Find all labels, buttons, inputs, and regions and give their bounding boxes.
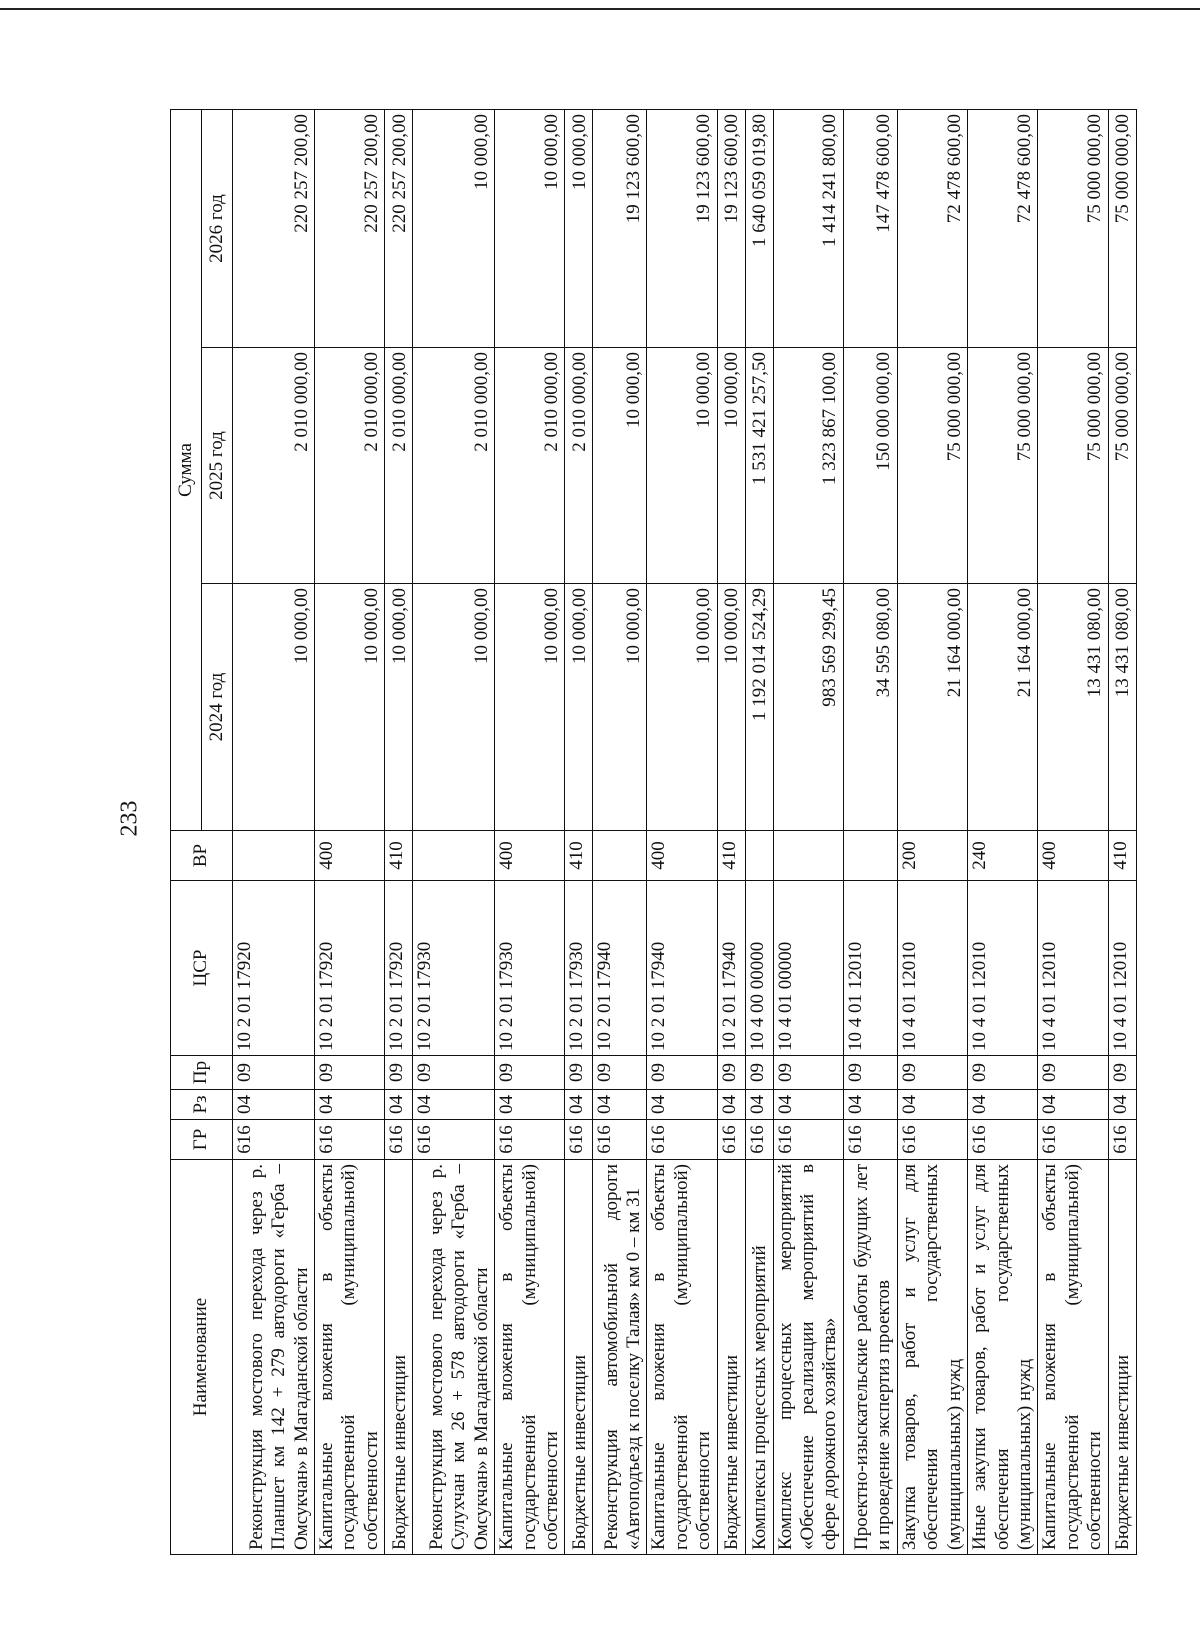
row-rz: 04 [717,1090,745,1120]
row-name: Закупка товаров, работ и услуг для обеспечения государственных (муниципальных) нужд [897,1160,967,1555]
row-2026: 10 000,00 [413,110,495,348]
header-vr: ВР [171,831,233,881]
row-vr: 410 [565,831,593,881]
row-gr: 616 [717,1120,745,1160]
row-vr: 240 [968,831,1038,881]
row-csr: 10 2 01 17930 [565,881,593,1056]
row-rz: 04 [315,1090,385,1120]
row-2025: 1 531 421 257,50 [745,348,773,584]
row-2025: 2 010 000,00 [495,348,565,584]
row-2024: 10 000,00 [647,584,717,831]
table-row [968,110,1038,1555]
row-csr: 10 2 01 17940 [717,881,745,1056]
table-row [745,110,773,1555]
row-rz: 04 [1108,1090,1136,1120]
table-row [843,110,897,1555]
row-gr: 616 [897,1120,967,1160]
row-name: Бюджетные инвестиции [385,1160,413,1555]
row-gr: 616 [843,1120,897,1160]
table-row [773,110,843,1555]
row-gr: 616 [315,1120,385,1160]
row-name: Капитальные вложения в объекты государственной (муниципальной) собственности [647,1160,717,1555]
row-pr: 09 [593,1056,647,1090]
row-rz: 04 [647,1090,717,1120]
table-row [233,110,315,1555]
row-rz: 04 [745,1090,773,1120]
row-csr: 10 2 01 17930 [495,881,565,1056]
row-csr: 10 4 01 00000 [773,881,843,1056]
row-2024: 10 000,00 [413,584,495,831]
row-rz: 04 [1038,1090,1108,1120]
row-2026: 19 123 600,00 [647,110,717,348]
header-name: Наименование [171,1160,233,1555]
row-2026: 72 478 600,00 [968,110,1038,348]
row-rz: 04 [565,1090,593,1120]
row-rz: 04 [968,1090,1038,1120]
row-gr: 616 [1108,1120,1136,1160]
row-2024: 10 000,00 [385,584,413,831]
row-pr: 09 [897,1056,967,1090]
table-row [413,110,495,1555]
row-2025: 2 010 000,00 [565,348,593,584]
header-pr: Пр [171,1056,233,1090]
row-name: Бюджетные инвестиции [565,1160,593,1555]
row-2026: 220 257 200,00 [233,110,315,348]
row-vr: 200 [897,831,967,881]
row-pr: 09 [773,1056,843,1090]
table-body [233,110,1137,1555]
row-vr: 410 [385,831,413,881]
row-2025: 75 000 000,00 [968,348,1038,584]
row-2025: 2 010 000,00 [233,348,315,584]
row-vr [233,831,315,881]
row-pr: 09 [1038,1056,1108,1090]
row-vr [593,831,647,881]
row-gr: 616 [593,1120,647,1160]
row-rz: 04 [593,1090,647,1120]
row-vr: 400 [647,831,717,881]
table-row [897,110,967,1555]
row-csr: 10 4 01 12010 [1038,881,1108,1056]
table-row [1108,110,1136,1555]
row-vr [773,831,843,881]
row-2024: 1 192 014 524,29 [745,584,773,831]
row-2026: 72 478 600,00 [897,110,967,348]
row-name: Проектно-изыскательские работы будущих лет и проведение экспертиз проектов [843,1160,897,1555]
row-2024: 34 595 080,00 [843,584,897,831]
row-csr: 10 4 01 12010 [897,881,967,1056]
row-2025: 75 000 000,00 [1038,348,1108,584]
row-2024: 10 000,00 [565,584,593,831]
row-2024: 21 164 000,00 [897,584,967,831]
row-2026: 147 478 600,00 [843,110,897,348]
row-gr: 616 [968,1120,1038,1160]
row-2024: 983 569 299,45 [773,584,843,831]
row-pr: 09 [968,1056,1038,1090]
row-vr: 410 [717,831,745,881]
table-row [565,110,593,1555]
header-year-2025: 2025 год [202,348,233,584]
row-2025: 2 010 000,00 [413,348,495,584]
row-csr: 10 2 01 17940 [647,881,717,1056]
row-gr: 616 [233,1120,315,1160]
row-2025: 10 000,00 [717,348,745,584]
row-rz: 04 [233,1090,315,1120]
row-2024: 13 431 080,00 [1108,584,1136,831]
table-row [647,110,717,1555]
row-2026: 1 640 059 019,80 [745,110,773,348]
header-year-2024: 2024 год [202,584,233,831]
table-row [495,110,565,1555]
row-vr [413,831,495,881]
table-row [315,110,385,1555]
row-vr [843,831,897,881]
row-gr: 616 [565,1120,593,1160]
header-rz: Рз [171,1090,233,1120]
row-rz: 04 [897,1090,967,1120]
page-number: 233 [116,800,143,837]
row-2024: 10 000,00 [593,584,647,831]
row-name: Реконструкция автомобильной дороги «Автоподъезд к поселку Талая» км 0 – км 31 [593,1160,647,1555]
row-2025: 1 323 867 100,00 [773,348,843,584]
row-csr: 10 2 01 17930 [413,881,495,1056]
header-csr: ЦСР [171,881,233,1056]
row-name: Комплекс процессных мероприятий «Обеспечение реализации мероприятий в сфере дорожного хозяйства» [773,1160,843,1555]
row-2026: 19 123 600,00 [593,110,647,348]
row-pr: 09 [647,1056,717,1090]
row-2026: 19 123 600,00 [717,110,745,348]
row-2024: 10 000,00 [495,584,565,831]
table-row [385,110,413,1555]
row-csr: 10 4 01 12010 [1108,881,1136,1056]
row-gr: 616 [745,1120,773,1160]
row-pr: 09 [565,1056,593,1090]
row-rz: 04 [843,1090,897,1120]
row-name: Капитальные вложения в объекты государственной (муниципальной) собственности [1038,1160,1108,1555]
table-header [171,110,233,1555]
row-csr: 10 2 01 17940 [593,881,647,1056]
row-pr: 09 [717,1056,745,1090]
header-year-2026: 2026 год [202,110,233,348]
row-pr: 09 [1108,1056,1136,1090]
row-2024: 10 000,00 [315,584,385,831]
row-name: Комплексы процессных мероприятий [745,1160,773,1555]
row-gr: 616 [773,1120,843,1160]
row-2025: 10 000,00 [647,348,717,584]
row-2025: 150 000 000,00 [843,348,897,584]
row-name: Реконструкция мостового перехода через р. Планшет км 142 + 279 автодороги «Герба – Омсукчан» в Магаданской области [233,1160,315,1555]
row-name: Капитальные вложения в объекты государственной (муниципальной) собственности [495,1160,565,1555]
table-row [717,110,745,1555]
rotated-table-container [170,110,1134,1555]
row-csr: 10 2 01 17920 [233,881,315,1056]
row-2026: 10 000,00 [565,110,593,348]
row-2025: 2 010 000,00 [315,348,385,584]
row-2025: 75 000 000,00 [1108,348,1136,584]
row-gr: 616 [1038,1120,1108,1160]
row-gr: 616 [413,1120,495,1160]
row-2026: 75 000 000,00 [1038,110,1108,348]
row-2026: 75 000 000,00 [1108,110,1136,348]
row-pr: 09 [413,1056,495,1090]
row-2024: 10 000,00 [233,584,315,831]
row-csr: 10 4 01 12010 [843,881,897,1056]
row-gr: 616 [495,1120,565,1160]
row-csr: 10 2 01 17920 [315,881,385,1056]
row-csr: 10 2 01 17920 [385,881,413,1056]
row-pr: 09 [843,1056,897,1090]
row-vr: 410 [1108,831,1136,881]
row-csr: 10 4 00 00000 [745,881,773,1056]
budget-table [170,109,1137,1555]
header-sum: Сумма [171,110,202,831]
row-name: Бюджетные инвестиции [717,1160,745,1555]
row-rz: 04 [773,1090,843,1120]
header-gr: ГР [171,1120,233,1160]
row-csr: 10 4 01 12010 [968,881,1038,1056]
row-2024: 10 000,00 [717,584,745,831]
row-pr: 09 [233,1056,315,1090]
row-2026: 10 000,00 [495,110,565,348]
row-gr: 616 [385,1120,413,1160]
table-row [593,110,647,1555]
row-2024: 21 164 000,00 [968,584,1038,831]
row-vr: 400 [315,831,385,881]
row-rz: 04 [413,1090,495,1120]
row-name: Бюджетные инвестиции [1108,1160,1136,1555]
top-rule [0,8,1200,10]
row-2025: 75 000 000,00 [897,348,967,584]
table-row [1038,110,1108,1555]
row-vr [745,831,773,881]
row-rz: 04 [495,1090,565,1120]
row-name: Капитальные вложения в объекты государственной (муниципальной) собственности [315,1160,385,1555]
row-2026: 220 257 200,00 [385,110,413,348]
row-2024: 13 431 080,00 [1038,584,1108,831]
row-pr: 09 [315,1056,385,1090]
row-pr: 09 [385,1056,413,1090]
row-gr: 616 [647,1120,717,1160]
row-name: Реконструкция мостового перехода через р. Сулухчан км 26 + 578 автодороги «Герба – Омсукчан» в Магаданской области [413,1160,495,1555]
row-2025: 10 000,00 [593,348,647,584]
row-2026: 220 257 200,00 [315,110,385,348]
row-2026: 1 414 241 800,00 [773,110,843,348]
row-vr: 400 [1038,831,1108,881]
row-vr: 400 [495,831,565,881]
row-2025: 2 010 000,00 [385,348,413,584]
row-pr: 09 [745,1056,773,1090]
row-name: Иные закупки товаров, работ и услуг для обеспечения государственных (муниципальных) нужд [968,1160,1038,1555]
row-pr: 09 [495,1056,565,1090]
row-rz: 04 [385,1090,413,1120]
